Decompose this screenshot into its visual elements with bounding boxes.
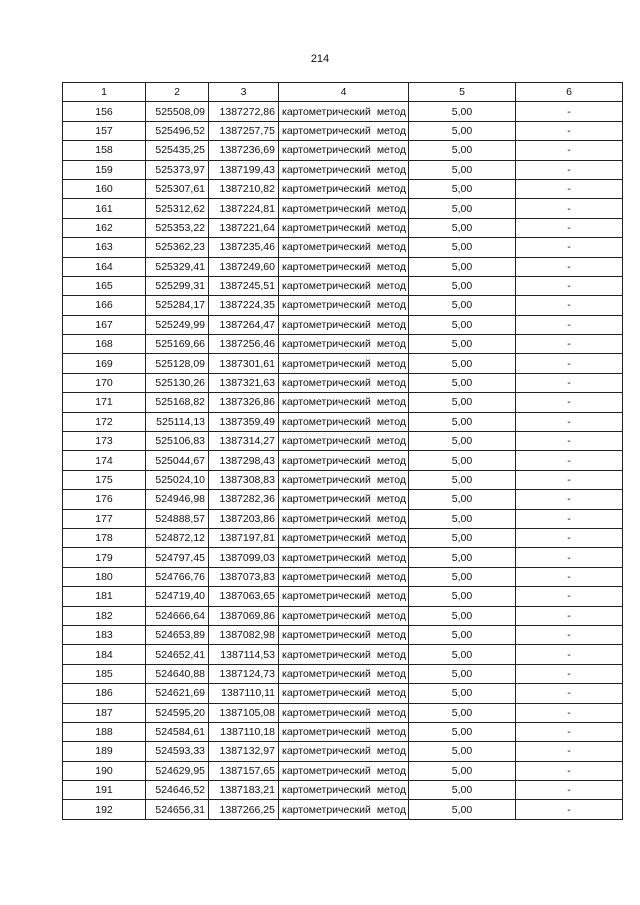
- note-cell: -: [516, 761, 623, 780]
- column-header-1: 1: [63, 83, 146, 102]
- table-row: [63, 742, 623, 761]
- point-number-cell: 177: [63, 509, 146, 528]
- note-cell: -: [516, 276, 623, 295]
- table-row: [63, 296, 623, 315]
- y-coordinate-cell: 1387114,53: [209, 645, 279, 664]
- column-header-5: 5: [409, 83, 516, 102]
- note-cell: -: [516, 625, 623, 644]
- table-row: [63, 102, 623, 121]
- point-number-cell: 189: [63, 742, 146, 761]
- method-cell: картометрический метод: [279, 160, 409, 179]
- x-coordinate-cell: 525024,10: [146, 470, 209, 489]
- accuracy-cell: 5,00: [409, 625, 516, 644]
- point-number-cell: 169: [63, 354, 146, 373]
- table-row: [63, 432, 623, 451]
- column-header-4: 4: [279, 83, 409, 102]
- point-number-cell: 167: [63, 315, 146, 334]
- method-cell: картометрический метод: [279, 315, 409, 334]
- y-coordinate-cell: 1387224,81: [209, 199, 279, 218]
- note-cell: -: [516, 470, 623, 489]
- x-coordinate-cell: 525299,31: [146, 276, 209, 295]
- method-cell: картометрический метод: [279, 722, 409, 741]
- y-coordinate-cell: 1387256,46: [209, 335, 279, 354]
- point-number-cell: 184: [63, 645, 146, 664]
- note-cell: -: [516, 742, 623, 761]
- table-row: [63, 761, 623, 780]
- y-coordinate-cell: 1387110,11: [209, 684, 279, 703]
- x-coordinate-cell: 524621,69: [146, 684, 209, 703]
- x-coordinate-cell: 524797,45: [146, 548, 209, 567]
- y-coordinate-cell: 1387264,47: [209, 315, 279, 334]
- y-coordinate-cell: 1387197,81: [209, 528, 279, 547]
- accuracy-cell: 5,00: [409, 160, 516, 179]
- point-number-cell: 173: [63, 432, 146, 451]
- method-cell: картометрический метод: [279, 684, 409, 703]
- note-cell: -: [516, 141, 623, 160]
- accuracy-cell: 5,00: [409, 218, 516, 237]
- note-cell: -: [516, 567, 623, 586]
- accuracy-cell: 5,00: [409, 800, 516, 819]
- x-coordinate-cell: 524640,88: [146, 664, 209, 683]
- x-coordinate-cell: 524593,33: [146, 742, 209, 761]
- accuracy-cell: 5,00: [409, 722, 516, 741]
- accuracy-cell: 5,00: [409, 354, 516, 373]
- accuracy-cell: 5,00: [409, 276, 516, 295]
- method-cell: картометрический метод: [279, 102, 409, 121]
- method-cell: картометрический метод: [279, 587, 409, 606]
- table-row: [63, 354, 623, 373]
- accuracy-cell: 5,00: [409, 742, 516, 761]
- y-coordinate-cell: 1387183,21: [209, 781, 279, 800]
- table-row: [63, 315, 623, 334]
- point-number-cell: 180: [63, 567, 146, 586]
- method-cell: картометрический метод: [279, 432, 409, 451]
- point-number-cell: 183: [63, 625, 146, 644]
- y-coordinate-cell: 1387199,43: [209, 160, 279, 179]
- y-coordinate-cell: 1387069,86: [209, 606, 279, 625]
- note-cell: -: [516, 238, 623, 257]
- note-cell: -: [516, 451, 623, 470]
- note-cell: -: [516, 354, 623, 373]
- method-cell: картометрический метод: [279, 335, 409, 354]
- note-cell: -: [516, 373, 623, 392]
- y-coordinate-cell: 1387266,25: [209, 800, 279, 819]
- method-cell: картометрический метод: [279, 141, 409, 160]
- point-number-cell: 182: [63, 606, 146, 625]
- note-cell: -: [516, 587, 623, 606]
- x-coordinate-cell: 524719,40: [146, 587, 209, 606]
- accuracy-cell: 5,00: [409, 587, 516, 606]
- table-row: [63, 199, 623, 218]
- method-cell: картометрический метод: [279, 393, 409, 412]
- table-row: [63, 781, 623, 800]
- x-coordinate-cell: 525496,52: [146, 121, 209, 140]
- x-coordinate-cell: 525168,82: [146, 393, 209, 412]
- table-row: [63, 257, 623, 276]
- method-cell: картометрический метод: [279, 645, 409, 664]
- point-number-cell: 171: [63, 393, 146, 412]
- x-coordinate-cell: 524656,31: [146, 800, 209, 819]
- accuracy-cell: 5,00: [409, 684, 516, 703]
- x-coordinate-cell: 525106,83: [146, 432, 209, 451]
- note-cell: -: [516, 800, 623, 819]
- note-cell: -: [516, 432, 623, 451]
- method-cell: картометрический метод: [279, 238, 409, 257]
- x-coordinate-cell: 524946,98: [146, 490, 209, 509]
- y-coordinate-cell: 1387157,65: [209, 761, 279, 780]
- x-coordinate-cell: 525508,09: [146, 102, 209, 121]
- note-cell: -: [516, 102, 623, 121]
- point-number-cell: 163: [63, 238, 146, 257]
- table-row: [63, 625, 623, 644]
- column-header-6: 6: [516, 83, 623, 102]
- accuracy-cell: 5,00: [409, 393, 516, 412]
- accuracy-cell: 5,00: [409, 781, 516, 800]
- note-cell: -: [516, 645, 623, 664]
- point-number-cell: 174: [63, 451, 146, 470]
- accuracy-cell: 5,00: [409, 199, 516, 218]
- point-number-cell: 179: [63, 548, 146, 567]
- method-cell: картометрический метод: [279, 781, 409, 800]
- table-row: [63, 703, 623, 722]
- accuracy-cell: 5,00: [409, 645, 516, 664]
- accuracy-cell: 5,00: [409, 761, 516, 780]
- point-number-cell: 170: [63, 373, 146, 392]
- note-cell: -: [516, 703, 623, 722]
- y-coordinate-cell: 1387236,69: [209, 141, 279, 160]
- table-row: [63, 470, 623, 489]
- method-cell: картометрический метод: [279, 470, 409, 489]
- table-row: [63, 335, 623, 354]
- accuracy-cell: 5,00: [409, 335, 516, 354]
- y-coordinate-cell: 1387082,98: [209, 625, 279, 644]
- point-number-cell: 176: [63, 490, 146, 509]
- accuracy-cell: 5,00: [409, 490, 516, 509]
- accuracy-cell: 5,00: [409, 238, 516, 257]
- column-header-2: 2: [146, 83, 209, 102]
- method-cell: картометрический метод: [279, 606, 409, 625]
- point-number-cell: 191: [63, 781, 146, 800]
- table-row: [63, 141, 623, 160]
- point-number-cell: 156: [63, 102, 146, 121]
- y-coordinate-cell: 1387308,83: [209, 470, 279, 489]
- header-row: [63, 83, 623, 102]
- x-coordinate-cell: 524888,57: [146, 509, 209, 528]
- point-number-cell: 187: [63, 703, 146, 722]
- note-cell: -: [516, 335, 623, 354]
- x-coordinate-cell: 525284,17: [146, 296, 209, 315]
- method-cell: картометрический метод: [279, 451, 409, 470]
- method-cell: картометрический метод: [279, 373, 409, 392]
- y-coordinate-cell: 1387221,64: [209, 218, 279, 237]
- page-number: 214: [310, 53, 330, 65]
- x-coordinate-cell: 524653,89: [146, 625, 209, 644]
- table-header: [63, 83, 623, 102]
- method-cell: картометрический метод: [279, 276, 409, 295]
- table-row: [63, 121, 623, 140]
- note-cell: -: [516, 509, 623, 528]
- note-cell: -: [516, 781, 623, 800]
- x-coordinate-cell: 525353,22: [146, 218, 209, 237]
- table-row: [63, 276, 623, 295]
- point-number-cell: 178: [63, 528, 146, 547]
- note-cell: -: [516, 257, 623, 276]
- method-cell: картометрический метод: [279, 625, 409, 644]
- table-row: [63, 393, 623, 412]
- table-row: [63, 160, 623, 179]
- x-coordinate-cell: 525362,23: [146, 238, 209, 257]
- table-row: [63, 606, 623, 625]
- method-cell: картометрический метод: [279, 199, 409, 218]
- accuracy-cell: 5,00: [409, 509, 516, 528]
- y-coordinate-cell: 1387245,51: [209, 276, 279, 295]
- point-number-cell: 168: [63, 335, 146, 354]
- table-row: [63, 548, 623, 567]
- x-coordinate-cell: 524646,52: [146, 781, 209, 800]
- x-coordinate-cell: 524766,76: [146, 567, 209, 586]
- table-row: [63, 800, 623, 819]
- table-row: [63, 509, 623, 528]
- x-coordinate-cell: 525169,66: [146, 335, 209, 354]
- method-cell: картометрический метод: [279, 179, 409, 198]
- point-number-cell: 166: [63, 296, 146, 315]
- x-coordinate-cell: 525114,13: [146, 412, 209, 431]
- y-coordinate-cell: 1387326,86: [209, 393, 279, 412]
- y-coordinate-cell: 1387298,43: [209, 451, 279, 470]
- y-coordinate-cell: 1387105,08: [209, 703, 279, 722]
- point-number-cell: 165: [63, 276, 146, 295]
- table-row: [63, 587, 623, 606]
- accuracy-cell: 5,00: [409, 548, 516, 567]
- y-coordinate-cell: 1387099,03: [209, 548, 279, 567]
- x-coordinate-cell: 525329,41: [146, 257, 209, 276]
- accuracy-cell: 5,00: [409, 432, 516, 451]
- method-cell: картометрический метод: [279, 761, 409, 780]
- note-cell: -: [516, 179, 623, 198]
- method-cell: картометрический метод: [279, 490, 409, 509]
- accuracy-cell: 5,00: [409, 528, 516, 547]
- y-coordinate-cell: 1387235,46: [209, 238, 279, 257]
- table-row: [63, 373, 623, 392]
- note-cell: -: [516, 296, 623, 315]
- table-row: [63, 490, 623, 509]
- y-coordinate-cell: 1387073,83: [209, 567, 279, 586]
- method-cell: картометрический метод: [279, 412, 409, 431]
- table-body: [63, 102, 623, 819]
- y-coordinate-cell: 1387203,86: [209, 509, 279, 528]
- table-row: [63, 645, 623, 664]
- y-coordinate-cell: 1387063,65: [209, 587, 279, 606]
- point-number-cell: 162: [63, 218, 146, 237]
- method-cell: картометрический метод: [279, 296, 409, 315]
- x-coordinate-cell: 524584,61: [146, 722, 209, 741]
- note-cell: -: [516, 393, 623, 412]
- y-coordinate-cell: 1387210,82: [209, 179, 279, 198]
- y-coordinate-cell: 1387282,36: [209, 490, 279, 509]
- table-row: [63, 664, 623, 683]
- x-coordinate-cell: 525044,67: [146, 451, 209, 470]
- note-cell: -: [516, 218, 623, 237]
- accuracy-cell: 5,00: [409, 567, 516, 586]
- y-coordinate-cell: 1387224,35: [209, 296, 279, 315]
- method-cell: картометрический метод: [279, 354, 409, 373]
- point-number-cell: 158: [63, 141, 146, 160]
- method-cell: картометрический метод: [279, 742, 409, 761]
- method-cell: картометрический метод: [279, 218, 409, 237]
- accuracy-cell: 5,00: [409, 121, 516, 140]
- method-cell: картометрический метод: [279, 121, 409, 140]
- y-coordinate-cell: 1387124,73: [209, 664, 279, 683]
- accuracy-cell: 5,00: [409, 664, 516, 683]
- note-cell: -: [516, 548, 623, 567]
- note-cell: -: [516, 160, 623, 179]
- point-number-cell: 157: [63, 121, 146, 140]
- y-coordinate-cell: 1387257,75: [209, 121, 279, 140]
- accuracy-cell: 5,00: [409, 703, 516, 722]
- method-cell: картометрический метод: [279, 548, 409, 567]
- note-cell: -: [516, 315, 623, 334]
- table-row: [63, 451, 623, 470]
- x-coordinate-cell: 525249,99: [146, 315, 209, 334]
- y-coordinate-cell: 1387272,86: [209, 102, 279, 121]
- accuracy-cell: 5,00: [409, 606, 516, 625]
- x-coordinate-cell: 524666,64: [146, 606, 209, 625]
- point-number-cell: 164: [63, 257, 146, 276]
- note-cell: -: [516, 490, 623, 509]
- table-row: [63, 528, 623, 547]
- table-row: [63, 218, 623, 237]
- accuracy-cell: 5,00: [409, 373, 516, 392]
- x-coordinate-cell: 524595,20: [146, 703, 209, 722]
- method-cell: картометрический метод: [279, 703, 409, 722]
- point-number-cell: 192: [63, 800, 146, 819]
- note-cell: -: [516, 412, 623, 431]
- point-number-cell: 159: [63, 160, 146, 179]
- coordinates-table: [62, 82, 623, 820]
- note-cell: -: [516, 684, 623, 703]
- point-number-cell: 161: [63, 199, 146, 218]
- y-coordinate-cell: 1387249,60: [209, 257, 279, 276]
- y-coordinate-cell: 1387301,61: [209, 354, 279, 373]
- x-coordinate-cell: 525312,62: [146, 199, 209, 218]
- note-cell: -: [516, 199, 623, 218]
- accuracy-cell: 5,00: [409, 412, 516, 431]
- table-row: [63, 179, 623, 198]
- accuracy-cell: 5,00: [409, 141, 516, 160]
- x-coordinate-cell: 525435,25: [146, 141, 209, 160]
- point-number-cell: 175: [63, 470, 146, 489]
- y-coordinate-cell: 1387132,97: [209, 742, 279, 761]
- table-row: [63, 412, 623, 431]
- x-coordinate-cell: 524652,41: [146, 645, 209, 664]
- x-coordinate-cell: 524872,12: [146, 528, 209, 547]
- accuracy-cell: 5,00: [409, 470, 516, 489]
- accuracy-cell: 5,00: [409, 102, 516, 121]
- note-cell: -: [516, 664, 623, 683]
- y-coordinate-cell: 1387314,27: [209, 432, 279, 451]
- x-coordinate-cell: 524629,95: [146, 761, 209, 780]
- note-cell: -: [516, 528, 623, 547]
- point-number-cell: 186: [63, 684, 146, 703]
- accuracy-cell: 5,00: [409, 296, 516, 315]
- method-cell: картометрический метод: [279, 509, 409, 528]
- x-coordinate-cell: 525130,26: [146, 373, 209, 392]
- y-coordinate-cell: 1387110,18: [209, 722, 279, 741]
- point-number-cell: 160: [63, 179, 146, 198]
- table-row: [63, 238, 623, 257]
- y-coordinate-cell: 1387321,63: [209, 373, 279, 392]
- table-row: [63, 684, 623, 703]
- point-number-cell: 172: [63, 412, 146, 431]
- point-number-cell: 185: [63, 664, 146, 683]
- note-cell: -: [516, 606, 623, 625]
- table-row: [63, 722, 623, 741]
- method-cell: картометрический метод: [279, 528, 409, 547]
- note-cell: -: [516, 722, 623, 741]
- method-cell: картометрический метод: [279, 664, 409, 683]
- point-number-cell: 188: [63, 722, 146, 741]
- x-coordinate-cell: 525373,97: [146, 160, 209, 179]
- column-header-3: 3: [209, 83, 279, 102]
- note-cell: -: [516, 121, 623, 140]
- point-number-cell: 181: [63, 587, 146, 606]
- method-cell: картометрический метод: [279, 257, 409, 276]
- accuracy-cell: 5,00: [409, 315, 516, 334]
- accuracy-cell: 5,00: [409, 179, 516, 198]
- accuracy-cell: 5,00: [409, 451, 516, 470]
- accuracy-cell: 5,00: [409, 257, 516, 276]
- point-number-cell: 190: [63, 761, 146, 780]
- method-cell: картометрический метод: [279, 567, 409, 586]
- x-coordinate-cell: 525307,61: [146, 179, 209, 198]
- y-coordinate-cell: 1387359,49: [209, 412, 279, 431]
- table-row: [63, 567, 623, 586]
- method-cell: картометрический метод: [279, 800, 409, 819]
- x-coordinate-cell: 525128,09: [146, 354, 209, 373]
